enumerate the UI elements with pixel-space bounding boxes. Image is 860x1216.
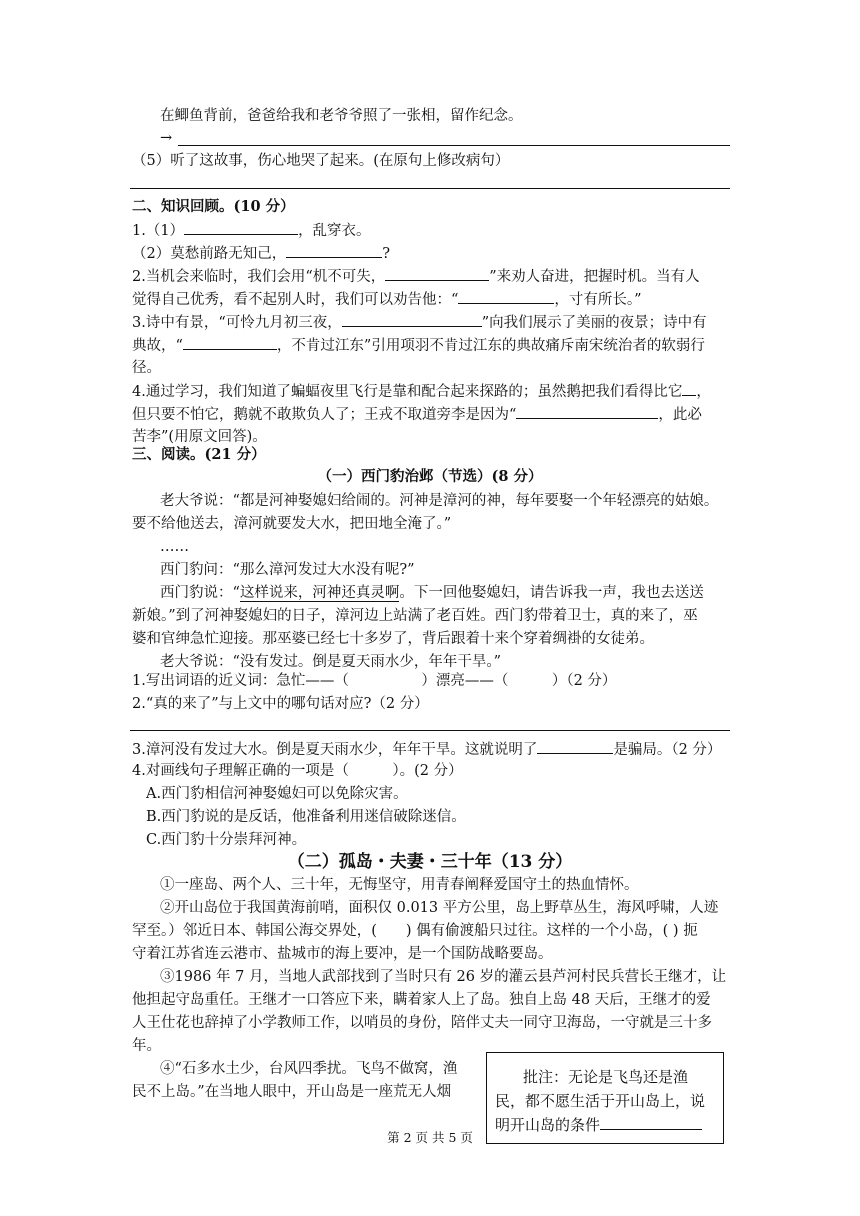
option-b[interactable]: B.西门豹说的是反话，他准备利用迷信破除迷信。: [146, 809, 466, 825]
annotation-text: 民，都不愿生活于开山岛上，说: [495, 1092, 706, 1110]
recall-q2-line2: 觉得自己优秀，看不起别人时，我们可以劝告他：“ ，寸有所长。”: [132, 289, 642, 310]
answer-line[interactable]: [130, 188, 730, 189]
option-a[interactable]: A.西门豹相信河神娶媳妇可以免除灾害。: [146, 786, 408, 802]
passage-2-para: 罕至。）邻近日本、韩国公海交界处，( ) 偶有偷渡船只过往。这样的一个小岛，( ) 扼: [132, 923, 698, 939]
answer-line[interactable]: [178, 145, 730, 146]
recall-q2-line1: 2.当机会来临时，我们会用“机不可失， ”来劝人奋进，把握时机。当有人: [132, 266, 700, 287]
passage-2-para: ③1986 年 7 月，当地人武部找到了当时只有 26 岁的灌云县芦河村民兵营长王继才，让: [160, 969, 727, 985]
passage-2-para: 守着江苏省连云港市、盐城市的海上要冲，是一个国防战略要岛。: [132, 946, 553, 962]
reading-q4: 4.对画线句子理解正确的一项是（ ）。(2 分）: [132, 763, 463, 779]
passage-2-para: 年。: [132, 1038, 161, 1054]
recall-q4-line2: 但只要不怕它，鹅就不敢欺负人了；王戎不取道旁李是因为“ ，此必: [132, 404, 702, 425]
passage-1-title: （一）西门豹治邺（节选）(8 分）: [317, 468, 543, 485]
recall-q1b: （2）莫愁前路无知己， ?: [132, 243, 390, 264]
recall-q4-line3: 苦李”(用原文回答)。: [132, 429, 267, 445]
passage-2-para: ②开山岛位于我国黄海前哨，面积仅 0.013 平方公里，岛上野草丛生，海风呼啸，人迹: [160, 900, 719, 916]
passage-2-para: 他担起守岛重任。王继才一口答应下来，瞒着家人上了岛。独自上岛 48 天后，王继才的爱: [132, 992, 711, 1008]
blank[interactable]: [458, 289, 554, 304]
blank[interactable]: [183, 335, 277, 350]
section-2-heading: 二、知识回顾。(10 分）: [132, 198, 295, 215]
recall-q3-line1: 3.诗中有景，“可怜九月初三夜， ”向我们展示了美丽的夜景；诗中有: [132, 312, 707, 333]
section-3-heading: 三、阅读。(21 分）: [132, 446, 266, 463]
rewrite-sentence: 在鲫鱼背前，爸爸给我和老爷爷照了一张相，留作纪念。: [160, 108, 523, 124]
blank[interactable]: [516, 404, 658, 419]
blank[interactable]: [342, 312, 482, 327]
passage-2-para: ①一座岛、两个人、三十年，无悔坚守，用青春阐释爱国守土的热血情怀。: [160, 877, 639, 893]
recall-q3-line3: 径。: [132, 360, 161, 376]
underlined-sentence: 这样说来，河神还真灵啊: [239, 585, 400, 601]
blank[interactable]: [385, 266, 489, 281]
ellipsis: ……: [160, 539, 189, 555]
passage-2-para: ④“石多水土少，台风四季扰。飞鸟不做窝，渔: [160, 1061, 458, 1077]
passage-1-para: 西门豹说：“这样说来，河神还真灵啊。下一回他娶媳妇，请告诉我一声，我也去送送: [160, 585, 704, 601]
question-5: （5）听了这故事，伤心地哭了起来。(在原句上修改病句）: [132, 153, 510, 169]
reading-q2: 2.“真的来了”与上文中的哪句话对应?（2 分）: [132, 696, 429, 712]
annotation-text: 批注：无论是飞鸟还是渔: [523, 1068, 689, 1086]
passage-1-para: 新娘。”到了河神娶媳妇的日子，漳河边上站满了老百姓。西门豹带着卫士，真的来了，巫: [132, 608, 698, 624]
reading-q1: 1.写出词语的近义词：急忙——（ ）漂亮——（ ）（2 分）: [132, 673, 617, 689]
passage-2-title: （二）孤岛・夫妻・三十年（13 分）: [287, 852, 573, 872]
blank[interactable]: [537, 739, 613, 754]
blank[interactable]: [184, 220, 298, 235]
passage-1-para: 西门豹问：“那么漳河发过大水没有呢?”: [160, 562, 415, 578]
passage-1-para: 老大爷说：“都是河神娶媳妇给闹的。河神是漳河的神，每年要娶一个年轻漂亮的姑娘。: [160, 493, 719, 509]
arrow-icon: →: [160, 130, 173, 146]
passage-1-para: 婆和官绅急忙迎接。那巫婆已经七十多岁了，背后跟着十来个穿着绸褂的女徒弟。: [132, 631, 654, 647]
passage-2-para: 民不上岛。”在当地人眼中，开山岛是一座荒无人烟: [132, 1084, 452, 1100]
page-footer: 第 2 页 共 5 页: [387, 1130, 473, 1145]
passage-2-para: 人王仕花也辞掉了小学教师工作，以哨员的身份，陪伴丈夫一同守卫海岛，一守就是三十多: [132, 1015, 712, 1031]
passage-1-para: 老大爷说：“没有发过。倒是夏天雨水少，年年干旱。”: [160, 654, 502, 670]
recall-q4-line1: 4.通过学习，我们知道了蝙蝠夜里飞行是靠和配合起来探路的；虽然鹅把我们看得比它 ，: [132, 381, 711, 402]
blank[interactable]: [286, 243, 382, 258]
annotation-text: 明开山岛的条件: [495, 1115, 702, 1135]
answer-line[interactable]: [130, 730, 730, 731]
passage-1-para: 要不给他送去，漳河就要发大水，把田地全淹了。”: [132, 516, 452, 532]
recall-q1a: 1.（1） ，乱穿衣。: [132, 220, 371, 241]
blank[interactable]: [682, 381, 696, 396]
option-c: C.西门豹十分崇拜河神。: [146, 832, 307, 848]
recall-q3-line2: 典故，“ ，不肯过江东”引用项羽不肯过江东的典故痛斥南宋统治者的软弱行: [132, 335, 705, 356]
reading-q3: 3.漳河没有发过大水。倒是夏天雨水少，年年干旱。这就说明了 是骗局。（2 分）: [132, 739, 721, 760]
